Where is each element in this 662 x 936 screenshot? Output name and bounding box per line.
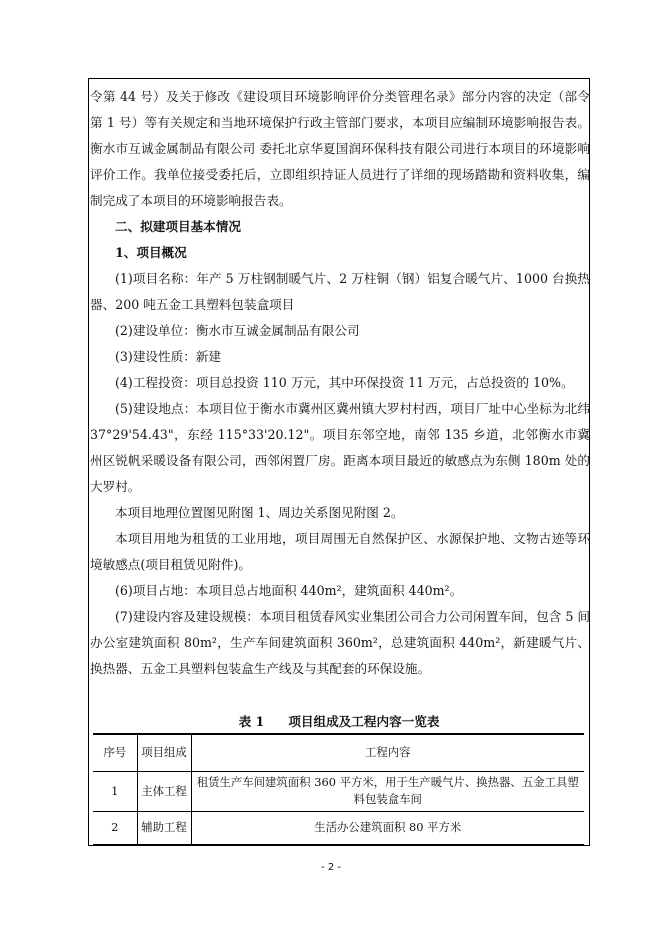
land-area-item: (6)项目占地：本项目总占地面积 440m²，建筑面积 440m²。 (115, 583, 463, 598)
row-no: 2 (93, 811, 137, 845)
table-row (93, 771, 584, 811)
location-item: (5)建设地点：本项目位于衡水市冀州区冀州镇大罗村村西，项目厂址中心坐标为北纬 37°29'54.43"，东经 115°33'20.12"。项目东邻空地，南邻 135 乡道，北邻衡水市冀州区锐帆采暖设备有限公司，西邻闲置厂房。距离本项目最近的敏感点为东侧 180m 处的大罗村。 (90, 401, 590, 494)
table-caption-title: 项目组成及工程内容一览表 (288, 714, 440, 729)
project-name-item: (1)项目名称：年产 5 万柱钢制暖气片、2 万柱铜（钢）铝复合暖气片、1000 台换热器、200 吨五金工具塑料包装盒项目 (90, 271, 590, 312)
location-map-note: 本项目地理位置图见附图 1、周边关系图见附图 2。 (115, 505, 404, 520)
section-heading-basic-info: 二、拟建项目基本情况 (115, 219, 241, 234)
construction-scale-item: (7)建设内容及建设规模：本项目租赁春风实业集团公司合力公司闲置车间，包含 5 间办公室建筑面积 80m²，生产车间建筑面积 360m²，总建筑面积 440m²，新建暖气片、换热器、五金工具塑料包装盒生产线及与其配套的环保设施。 (90, 609, 590, 676)
row-group: 主体工程 (137, 771, 191, 811)
row-no: 1 (93, 771, 137, 811)
row-group: 辅助工程 (137, 811, 191, 845)
table-row (93, 811, 584, 845)
row-content: 租赁生产车间建筑面积 360 平方米，用于生产暖气片、换热器、五金工具塑料包装盒车间 (191, 771, 584, 811)
header-no: 序号 (93, 734, 137, 771)
table-caption-number: 表 1 (238, 714, 265, 729)
page-number: - 2 - (321, 862, 341, 873)
project-composition-table (93, 733, 584, 846)
header-content: 工程内容 (191, 734, 584, 771)
table-caption (88, 712, 590, 732)
table-header-row (93, 734, 584, 771)
subsection-heading-overview: 1、项目概况 (115, 245, 187, 260)
land-use-paragraph: 本项目用地为租赁的工业用地，项目周围无自然保护区、水源保护地、文物古迹等环境敏感点(项目租赁见附件)。 (90, 531, 590, 572)
intro-paragraph: 令第 44 号）及关于修改《建设项目环境影响评价分类管理名录》部分内容的决定（部令 第 1 号）等有关规定和当地环境保护行政主管部门要求，本项目应编制环境影响报告表。衡水市互诚金属制品有限公司 委托北京华夏国润环保科技有限公司进行本项目的环境影响评价工作。我单位接受委托后，立即组织持证人员进行了详细的现场踏勘和资料收集，编制完成了本项目的环境影响报告表。 (90, 89, 590, 208)
document-body (90, 84, 590, 682)
row-content: 生活办公建筑面积 80 平方米 (191, 811, 584, 845)
construction-unit-item: (2)建设单位：衡水市互诚金属制品有限公司 (115, 323, 360, 338)
header-group: 项目组成 (137, 734, 191, 771)
investment-item: (4)工程投资：项目总投资 110 万元，其中环保投资 11 万元，占总投资的 10%。 (115, 375, 574, 390)
construction-nature-item: (3)建设性质：新建 (115, 349, 221, 364)
